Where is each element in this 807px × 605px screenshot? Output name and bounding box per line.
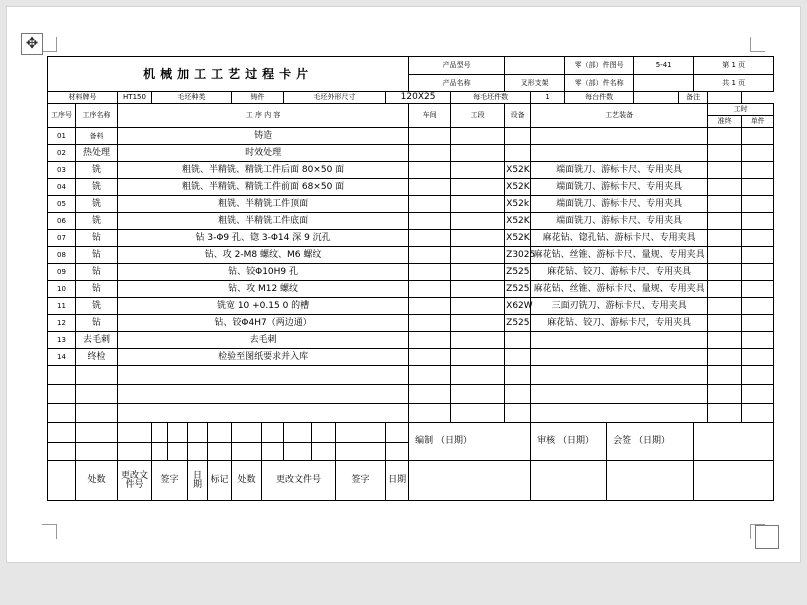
empty-cell[interactable] (409, 404, 451, 423)
prep-cell[interactable] (708, 128, 742, 145)
prep-time-header: 准终 (708, 116, 742, 128)
table-row (48, 315, 774, 332)
table-row (48, 213, 774, 230)
equipment-cell[interactable]: Z525 (505, 315, 531, 332)
workshop-header: 车间 (409, 104, 451, 128)
op-name[interactable]: 铣 (76, 179, 118, 196)
footer-cell[interactable] (76, 423, 118, 443)
empty-cell[interactable] (505, 404, 531, 423)
section-cell[interactable] (451, 145, 505, 162)
tooling-cell[interactable]: 麻花钻、丝锥、游标卡尺、量规、专用夹具 (531, 281, 708, 298)
footer-cell[interactable] (208, 423, 232, 443)
remark-label: 备注 (679, 92, 708, 104)
resize-handle-icon[interactable] (755, 525, 779, 549)
footer-cell[interactable] (118, 443, 152, 461)
blank-size-label: 毛坯外形尺寸 (284, 92, 386, 104)
equipment-cell[interactable]: Z3025 (505, 247, 531, 264)
tooling-cell[interactable]: 麻花钻、锪孔钻、游标卡尺、专用夹具 (531, 230, 708, 247)
empty-cell[interactable] (531, 404, 708, 423)
sign-label-2: 签字 (336, 461, 386, 501)
op-no[interactable]: 04 (48, 179, 76, 196)
empty-cell[interactable] (409, 366, 451, 385)
review-date-label: 审核 （日期） (531, 423, 607, 461)
op-name[interactable]: 钻 (76, 264, 118, 281)
review-sign-cell[interactable] (531, 461, 607, 501)
op-name[interactable]: 热处理 (76, 145, 118, 162)
tooling-cell[interactable]: 端面铣刀、游标卡尺、专用夹具 (531, 162, 708, 179)
compile-date-label: 编制 （日期） (409, 423, 531, 461)
blank-type-value[interactable]: 铸件 (232, 92, 284, 104)
table-row (48, 298, 774, 315)
sign-label: 签字 (152, 461, 188, 501)
footer-cell[interactable] (694, 461, 774, 501)
footer-cell[interactable] (208, 443, 232, 461)
empty-cell[interactable] (742, 404, 774, 423)
footer-cell[interactable] (262, 423, 284, 443)
unit-cell[interactable] (742, 213, 774, 230)
op-name[interactable]: 铣 (76, 298, 118, 315)
prep-cell[interactable] (708, 298, 742, 315)
section-cell[interactable] (451, 213, 505, 230)
workshop-cell[interactable] (409, 247, 451, 264)
workshop-cell[interactable] (409, 179, 451, 196)
margin-corner-top-left (42, 37, 57, 52)
equipment-cell[interactable] (505, 145, 531, 162)
empty-cell[interactable] (708, 366, 742, 385)
prep-cell[interactable] (708, 213, 742, 230)
unit-cell[interactable] (742, 247, 774, 264)
op-no[interactable]: 01 (48, 128, 76, 145)
empty-cell[interactable] (118, 366, 409, 385)
tooling-cell[interactable] (531, 145, 708, 162)
op-name[interactable]: 钻 (76, 247, 118, 264)
change-doc-label: 更改文件号 (118, 461, 152, 501)
empty-cell[interactable] (531, 385, 708, 404)
tooling-cell[interactable]: 麻花钻、丝锥、游标卡尺、量规、专用夹具 (531, 247, 708, 264)
op-no[interactable]: 03 (48, 162, 76, 179)
footer-cell[interactable] (48, 443, 76, 461)
footer-cell[interactable] (76, 443, 118, 461)
workshop-cell[interactable] (409, 298, 451, 315)
empty-cell[interactable] (742, 366, 774, 385)
footer-cell[interactable] (284, 443, 312, 461)
footer-cell[interactable] (188, 443, 208, 461)
op-content[interactable]: 粗铣、半精铣工件顶面 (118, 196, 409, 213)
empty-cell[interactable] (409, 385, 451, 404)
page-number: 第 1 页 (694, 57, 774, 75)
table-row (48, 162, 774, 179)
countersign-date-label: 会签 （日期） (607, 423, 694, 461)
prep-cell[interactable] (708, 281, 742, 298)
workshop-cell[interactable] (409, 230, 451, 247)
empty-cell[interactable] (451, 366, 505, 385)
unit-cell[interactable] (742, 264, 774, 281)
unit-cell[interactable] (742, 128, 774, 145)
op-content[interactable]: 检验至图纸要求并入库 (118, 349, 409, 366)
empty-cell[interactable] (76, 385, 118, 404)
blank-size-value[interactable]: 120X25 (386, 92, 451, 104)
margin-corner-bottom-left (42, 524, 57, 539)
tooling-cell[interactable]: 麻花钻、铰刀、游标卡尺，专用夹具 (531, 315, 708, 332)
section-cell[interactable] (451, 332, 505, 349)
equipment-cell[interactable] (505, 349, 531, 366)
workshop-cell[interactable] (409, 213, 451, 230)
empty-cell[interactable] (531, 366, 708, 385)
content-header: 工 序 内 容 (118, 104, 409, 128)
empty-cell[interactable] (118, 404, 409, 423)
tooling-cell[interactable] (531, 349, 708, 366)
equipment-cell[interactable] (505, 128, 531, 145)
empty-cell[interactable] (118, 385, 409, 404)
op-content[interactable]: 铸造 (118, 128, 409, 145)
op-name[interactable]: 备料 (76, 128, 118, 145)
unit-cell[interactable] (742, 298, 774, 315)
unit-cell[interactable] (742, 349, 774, 366)
footer-cell[interactable] (48, 423, 76, 443)
empty-cell[interactable] (76, 404, 118, 423)
unit-cell[interactable] (742, 332, 774, 349)
empty-cell[interactable] (76, 366, 118, 385)
workshop-cell[interactable] (409, 332, 451, 349)
workshop-cell[interactable] (409, 264, 451, 281)
op-name[interactable]: 铣 (76, 162, 118, 179)
empty-row (48, 404, 774, 423)
op-name[interactable]: 铣 (76, 196, 118, 213)
blank-type-label: 毛坯种类 (152, 92, 232, 104)
equipment-cell[interactable]: Z525 (505, 281, 531, 298)
prep-cell[interactable] (708, 332, 742, 349)
section-cell[interactable] (451, 128, 505, 145)
footer-cell[interactable] (694, 423, 774, 461)
prep-cell[interactable] (708, 264, 742, 281)
op-no[interactable]: 12 (48, 315, 76, 332)
table-row (48, 179, 774, 196)
op-no[interactable]: 14 (48, 349, 76, 366)
footer-cell[interactable] (232, 443, 262, 461)
workshop-cell[interactable] (409, 162, 451, 179)
footer-cell[interactable] (118, 423, 152, 443)
tooling-cell[interactable] (531, 128, 708, 145)
tooling-cell[interactable]: 三面刃铣刀、游标卡尺、专用夹具 (531, 298, 708, 315)
workshop-cell[interactable] (409, 315, 451, 332)
op-no[interactable]: 02 (48, 145, 76, 162)
unit-cell[interactable] (742, 162, 774, 179)
tooling-cell[interactable]: 端面铣刀、游标卡尺、专用夹具 (531, 179, 708, 196)
equipment-cell[interactable]: X52k (505, 196, 531, 213)
prep-cell[interactable] (708, 349, 742, 366)
prep-cell[interactable] (708, 162, 742, 179)
part-drawing-no-value[interactable]: 5-41 (634, 57, 694, 75)
countersign-cell[interactable] (607, 461, 694, 501)
empty-cell[interactable] (505, 366, 531, 385)
op-no[interactable]: 09 (48, 264, 76, 281)
footer-cell[interactable] (152, 443, 168, 461)
op-no-header: 工序号 (48, 104, 76, 128)
process-card-table (47, 56, 774, 501)
unit-cell[interactable] (742, 281, 774, 298)
op-content[interactable]: 铣宽 10 +0.15 0 的槽 (118, 298, 409, 315)
date-label-2: 日期 (386, 461, 409, 501)
part-name-value[interactable]: 叉形支架 (505, 75, 565, 92)
op-no[interactable]: 11 (48, 298, 76, 315)
op-content[interactable]: 钻、铰Φ10H9 孔 (118, 264, 409, 281)
footer-cell[interactable] (262, 443, 284, 461)
empty-cell[interactable] (742, 385, 774, 404)
equipment-cell[interactable]: X52K (505, 179, 531, 196)
equipment-cell[interactable]: X62W (505, 298, 531, 315)
op-no[interactable]: 13 (48, 332, 76, 349)
footer-cell[interactable] (386, 423, 409, 443)
section-cell[interactable] (451, 162, 505, 179)
empty-row (48, 366, 774, 385)
op-content[interactable]: 粗铣、半精铣、精铣工件后面 80×50 面 (118, 162, 409, 179)
table-row (48, 349, 774, 366)
part-name-blank[interactable] (634, 75, 694, 92)
op-name[interactable]: 终检 (76, 349, 118, 366)
per-unit-value[interactable] (634, 92, 679, 104)
table-row (48, 281, 774, 298)
tooling-cell[interactable]: 麻花钻、铰刀、游标卡尺、专用夹具 (531, 264, 708, 281)
equipment-cell[interactable] (505, 332, 531, 349)
footer-cell[interactable] (336, 423, 386, 443)
footer-cell[interactable] (312, 423, 336, 443)
op-content[interactable]: 时效处理 (118, 145, 409, 162)
empty-cell[interactable] (708, 404, 742, 423)
equipment-cell[interactable]: X52K (505, 230, 531, 247)
tooling-cell[interactable] (531, 332, 708, 349)
man-hours-header: 工时 (708, 104, 774, 116)
empty-cell[interactable] (451, 404, 505, 423)
section-cell[interactable] (451, 315, 505, 332)
op-no[interactable]: 05 (48, 196, 76, 213)
product-model-label: 产品型号 (409, 57, 505, 75)
op-name-header: 工序名称 (76, 104, 118, 128)
op-content[interactable]: 粗铣、半精铣、精铣工件前面 68×50 面 (118, 179, 409, 196)
empty-cell[interactable] (505, 385, 531, 404)
op-content[interactable]: 钻、攻 M12 螺纹 (118, 281, 409, 298)
op-name[interactable]: 去毛刺 (76, 332, 118, 349)
workshop-cell[interactable] (409, 349, 451, 366)
empty-cell[interactable] (48, 385, 76, 404)
table-row (48, 264, 774, 281)
mark-label: 标记 (208, 461, 232, 501)
unit-cell[interactable] (742, 145, 774, 162)
count-label-2: 处数 (232, 461, 262, 501)
prep-cell[interactable] (708, 145, 742, 162)
table-move-handle-icon[interactable]: ✥ (21, 33, 43, 55)
per-unit-label: 每台件数 (565, 92, 634, 104)
unit-cell[interactable] (742, 230, 774, 247)
empty-row (48, 385, 774, 404)
op-no[interactable]: 08 (48, 247, 76, 264)
workshop-cell[interactable] (409, 196, 451, 213)
date-label: 日期 (188, 461, 208, 501)
table-row (48, 145, 774, 162)
total-pages: 共 1 页 (694, 75, 774, 92)
equipment-cell[interactable]: X52K (505, 213, 531, 230)
prep-cell[interactable] (708, 230, 742, 247)
empty-cell[interactable] (708, 385, 742, 404)
op-name[interactable]: 钻 (76, 281, 118, 298)
section-cell[interactable] (451, 247, 505, 264)
op-name[interactable]: 钻 (76, 230, 118, 247)
footer-cell[interactable] (188, 423, 208, 443)
footer-cell[interactable] (48, 461, 76, 501)
prep-cell[interactable] (708, 315, 742, 332)
footer-cell[interactable] (152, 423, 168, 443)
empty-cell[interactable] (48, 404, 76, 423)
count-label: 处数 (76, 461, 118, 501)
table-row (48, 196, 774, 213)
equipment-cell[interactable]: Z525 (505, 264, 531, 281)
change-doc-label-2: 更改文件号 (262, 461, 336, 501)
section-cell[interactable] (451, 281, 505, 298)
prep-cell[interactable] (708, 196, 742, 213)
product-name-label: 产品名称 (409, 75, 505, 92)
footer-cell[interactable] (168, 443, 188, 461)
part-drawing-no-label: 零（部）件图号 (565, 57, 634, 75)
op-no[interactable]: 07 (48, 230, 76, 247)
material-grade-label: 材料牌号 (48, 92, 118, 104)
product-model-value[interactable] (505, 57, 565, 75)
per-blank-value[interactable]: 1 (531, 92, 565, 104)
workshop-cell[interactable] (409, 281, 451, 298)
equipment-header: 设备 (505, 104, 531, 128)
section-cell[interactable] (451, 349, 505, 366)
section-cell[interactable] (451, 179, 505, 196)
footer-cell[interactable] (284, 423, 312, 443)
op-content[interactable]: 钻 3-Φ9 孔、锪 3-Φ14 深 9 沉孔 (118, 230, 409, 247)
op-content[interactable]: 去毛刺 (118, 332, 409, 349)
section-cell[interactable] (451, 230, 505, 247)
op-content[interactable]: 钻、铰Φ4H7（两边通） (118, 315, 409, 332)
empty-cell[interactable] (451, 385, 505, 404)
footer-cell[interactable] (312, 443, 336, 461)
op-name[interactable]: 钻 (76, 315, 118, 332)
footer-cell[interactable] (386, 443, 409, 461)
op-no[interactable]: 06 (48, 213, 76, 230)
table-row (48, 128, 774, 145)
empty-cell[interactable] (48, 366, 76, 385)
remark-value[interactable] (708, 92, 742, 104)
workshop-cell[interactable] (409, 145, 451, 162)
op-content[interactable]: 钻、攻 2-M8 螺纹、M6 螺纹 (118, 247, 409, 264)
table-row (48, 247, 774, 264)
section-cell[interactable] (451, 196, 505, 213)
signature-row (48, 461, 774, 501)
tooling-header: 工艺装备 (531, 104, 708, 128)
equipment-cell[interactable]: X52K (505, 162, 531, 179)
table-row (48, 332, 774, 349)
op-content[interactable]: 粗铣、半精铣工件底面 (118, 213, 409, 230)
material-grade-value[interactable]: HT150 (118, 92, 152, 104)
section-header: 工段 (451, 104, 505, 128)
op-name[interactable]: 铣 (76, 213, 118, 230)
prep-cell[interactable] (708, 247, 742, 264)
footer-cell[interactable] (336, 443, 386, 461)
unit-cell[interactable] (742, 315, 774, 332)
margin-corner-top-right (750, 37, 765, 52)
per-blank-label: 每毛坯件数 (451, 92, 531, 104)
op-no[interactable]: 10 (48, 281, 76, 298)
unit-time-header: 单件 (742, 116, 774, 128)
tooling-cell[interactable]: 端面铣刀、游标卡尺、专用夹具 (531, 196, 708, 213)
section-cell[interactable] (451, 298, 505, 315)
footer-cell[interactable] (232, 423, 262, 443)
unit-cell[interactable] (742, 179, 774, 196)
compile-sign-cell[interactable] (409, 461, 531, 501)
tooling-cell[interactable]: 端面铣刀、游标卡尺、专用夹具 (531, 213, 708, 230)
workshop-cell[interactable] (409, 128, 451, 145)
section-cell[interactable] (451, 264, 505, 281)
prep-cell[interactable] (708, 179, 742, 196)
card-title: 机械加工工艺过程卡片 (48, 57, 409, 92)
table-row (48, 230, 774, 247)
unit-cell[interactable] (742, 196, 774, 213)
footer-cell[interactable] (168, 423, 188, 443)
footer-row (48, 423, 774, 443)
part-name-label: 零（部）件名称 (565, 75, 634, 92)
